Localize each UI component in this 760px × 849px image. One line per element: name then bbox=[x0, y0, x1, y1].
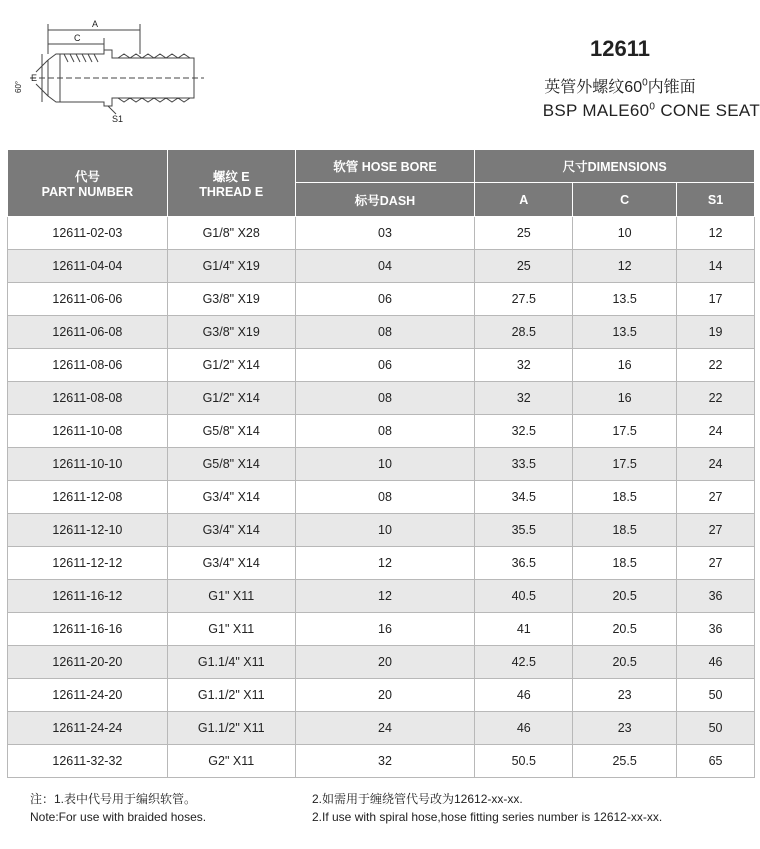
title-cn-prefix: 英管外螺纹60 bbox=[544, 79, 643, 96]
dim-s1-label: S1 bbox=[112, 114, 124, 124]
cell-dash: 08 bbox=[295, 382, 475, 415]
cell-part: 12611-16-12 bbox=[8, 580, 168, 613]
cell-thread: G5/8" X14 bbox=[167, 448, 295, 481]
table-row bbox=[8, 514, 755, 547]
header-part-cn: 代号 bbox=[74, 170, 100, 184]
cell-s1: 24 bbox=[677, 415, 755, 448]
cell-a: 25 bbox=[475, 250, 573, 283]
cell-thread: G1.1/4" X11 bbox=[167, 646, 295, 679]
cell-thread: G3/4" X14 bbox=[167, 547, 295, 580]
cell-dash: 03 bbox=[295, 217, 475, 250]
cell-thread: G3/4" X14 bbox=[167, 481, 295, 514]
cell-part: 12611-08-08 bbox=[8, 382, 168, 415]
cell-dash: 16 bbox=[295, 613, 475, 646]
cell-s1: 22 bbox=[677, 349, 755, 382]
cell-dash: 08 bbox=[295, 415, 475, 448]
cell-a: 35.5 bbox=[475, 514, 573, 547]
cell-s1: 50 bbox=[677, 712, 755, 745]
table-row bbox=[8, 283, 755, 316]
cell-a: 46 bbox=[475, 679, 573, 712]
cell-a: 32 bbox=[475, 349, 573, 382]
cell-c: 18.5 bbox=[573, 481, 677, 514]
cell-c: 20.5 bbox=[573, 613, 677, 646]
cell-part: 12611-08-06 bbox=[8, 349, 168, 382]
cell-c: 17.5 bbox=[573, 415, 677, 448]
title-english bbox=[470, 101, 760, 121]
cell-thread: G3/8" X19 bbox=[167, 316, 295, 349]
cell-a: 41 bbox=[475, 613, 573, 646]
cell-c: 16 bbox=[573, 349, 677, 382]
cell-thread: G1/2" X14 bbox=[167, 382, 295, 415]
header-s1: S1 bbox=[677, 183, 755, 217]
cell-a: 42.5 bbox=[475, 646, 573, 679]
cell-part: 12611-32-32 bbox=[8, 745, 168, 778]
cell-part: 12611-12-12 bbox=[8, 547, 168, 580]
cell-s1: 36 bbox=[677, 613, 755, 646]
cell-c: 13.5 bbox=[573, 316, 677, 349]
cell-a: 36.5 bbox=[475, 547, 573, 580]
table-row bbox=[8, 382, 755, 415]
dim-c-label: C bbox=[74, 33, 81, 43]
cell-dash: 08 bbox=[295, 481, 475, 514]
header-dash: 标号DASH bbox=[295, 183, 475, 217]
header-thread-cn: 螺纹 E bbox=[212, 170, 250, 184]
cell-s1: 17 bbox=[677, 283, 755, 316]
cell-part: 12611-24-24 bbox=[8, 712, 168, 745]
cell-c: 18.5 bbox=[573, 547, 677, 580]
cell-dash: 10 bbox=[295, 448, 475, 481]
cell-a: 34.5 bbox=[475, 481, 573, 514]
cell-s1: 12 bbox=[677, 217, 755, 250]
cell-thread: G1" X11 bbox=[167, 613, 295, 646]
cell-thread: G1/8" X28 bbox=[167, 217, 295, 250]
cell-thread: G5/8" X14 bbox=[167, 415, 295, 448]
cell-dash: 10 bbox=[295, 514, 475, 547]
table-row bbox=[8, 217, 755, 250]
cell-c: 20.5 bbox=[573, 580, 677, 613]
note1-cn: 注：1.表中代号用于编织软管。 bbox=[30, 792, 197, 806]
cell-part: 12611-04-04 bbox=[8, 250, 168, 283]
note1-en: Note:For use with braided hoses. bbox=[30, 810, 207, 824]
spec-table bbox=[7, 149, 755, 778]
cell-thread: G3/8" X19 bbox=[167, 283, 295, 316]
header-part-number bbox=[8, 150, 168, 217]
cell-thread: G1/2" X14 bbox=[167, 349, 295, 382]
title-en-suffix: CONE SEAT bbox=[655, 101, 760, 120]
header-thread-en: THREAD E bbox=[199, 185, 264, 199]
table-row bbox=[8, 349, 755, 382]
cell-dash: 20 bbox=[295, 646, 475, 679]
header-thread bbox=[167, 150, 295, 217]
table-row bbox=[8, 250, 755, 283]
cell-c: 12 bbox=[573, 250, 677, 283]
cell-part: 12611-06-06 bbox=[8, 283, 168, 316]
cell-s1: 27 bbox=[677, 547, 755, 580]
cell-s1: 27 bbox=[677, 481, 755, 514]
note2-cn: 2.如需用于缠绕管代号改为12612-xx-xx. bbox=[312, 792, 523, 806]
cell-dash: 08 bbox=[295, 316, 475, 349]
dim-e-label: E bbox=[31, 73, 38, 83]
part-series-number: 12611 bbox=[590, 36, 650, 61]
header-c: C bbox=[573, 183, 677, 217]
cell-part: 12611-10-08 bbox=[8, 415, 168, 448]
cell-dash: 20 bbox=[295, 679, 475, 712]
cell-a: 50.5 bbox=[475, 745, 573, 778]
cell-part: 12611-16-16 bbox=[8, 613, 168, 646]
header-part-en: PART NUMBER bbox=[41, 185, 134, 199]
cell-a: 40.5 bbox=[475, 580, 573, 613]
table-row bbox=[8, 481, 755, 514]
cell-a: 32 bbox=[475, 382, 573, 415]
cell-part: 12611-06-08 bbox=[8, 316, 168, 349]
cell-s1: 22 bbox=[677, 382, 755, 415]
cell-s1: 46 bbox=[677, 646, 755, 679]
cell-a: 27.5 bbox=[475, 283, 573, 316]
cell-s1: 36 bbox=[677, 580, 755, 613]
cell-part: 12611-02-03 bbox=[8, 217, 168, 250]
cell-dash: 12 bbox=[295, 547, 475, 580]
cell-c: 17.5 bbox=[573, 448, 677, 481]
cell-c: 16 bbox=[573, 382, 677, 415]
title-en-degree: 0 bbox=[649, 101, 656, 113]
cell-s1: 65 bbox=[677, 745, 755, 778]
cell-dash: 06 bbox=[295, 349, 475, 382]
cell-a: 46 bbox=[475, 712, 573, 745]
cell-a: 25 bbox=[475, 217, 573, 250]
fitting-drawing bbox=[4, 14, 214, 126]
table-row bbox=[8, 580, 755, 613]
table-row bbox=[8, 745, 755, 778]
cell-part: 12611-12-10 bbox=[8, 514, 168, 547]
cell-c: 20.5 bbox=[573, 646, 677, 679]
title-en-prefix: BSP MALE60 bbox=[542, 101, 650, 120]
table-row bbox=[8, 646, 755, 679]
header-dimensions: 尺寸DIMENSIONS bbox=[475, 150, 755, 183]
table-row bbox=[8, 448, 755, 481]
cell-dash: 32 bbox=[295, 745, 475, 778]
cell-thread: G1" X11 bbox=[167, 580, 295, 613]
cell-c: 10 bbox=[573, 217, 677, 250]
cell-dash: 04 bbox=[295, 250, 475, 283]
cell-dash: 24 bbox=[295, 712, 475, 745]
table-row bbox=[8, 547, 755, 580]
cell-c: 18.5 bbox=[573, 514, 677, 547]
cell-s1: 24 bbox=[677, 448, 755, 481]
cell-thread: G2" X11 bbox=[167, 745, 295, 778]
table-row bbox=[8, 712, 755, 745]
cell-s1: 50 bbox=[677, 679, 755, 712]
cell-thread: G3/4" X14 bbox=[167, 514, 295, 547]
cell-c: 23 bbox=[573, 712, 677, 745]
cell-a: 33.5 bbox=[475, 448, 573, 481]
angle-label: 60° bbox=[14, 80, 23, 93]
title-chinese bbox=[500, 74, 740, 97]
cell-s1: 14 bbox=[677, 250, 755, 283]
cell-a: 28.5 bbox=[475, 316, 573, 349]
cell-c: 23 bbox=[573, 679, 677, 712]
cell-c: 25.5 bbox=[573, 745, 677, 778]
cell-dash: 12 bbox=[295, 580, 475, 613]
table-row bbox=[8, 613, 755, 646]
note2-en: 2.If use with spiral hose,hose fitting series number is 12612-xx-xx. bbox=[312, 810, 663, 824]
cell-thread: G1.1/2" X11 bbox=[167, 712, 295, 745]
cell-dash: 06 bbox=[295, 283, 475, 316]
cell-part: 12611-10-10 bbox=[8, 448, 168, 481]
header-a: A bbox=[475, 183, 573, 217]
cell-a: 32.5 bbox=[475, 415, 573, 448]
table-row bbox=[8, 316, 755, 349]
cell-part: 12611-20-20 bbox=[8, 646, 168, 679]
cell-thread: G1/4" X19 bbox=[167, 250, 295, 283]
cell-part: 12611-12-08 bbox=[8, 481, 168, 514]
cell-s1: 27 bbox=[677, 514, 755, 547]
table-row bbox=[8, 415, 755, 448]
cell-c: 13.5 bbox=[573, 283, 677, 316]
title-cn-degree: 0 bbox=[642, 77, 648, 89]
cell-thread: G1.1/2" X11 bbox=[167, 679, 295, 712]
dim-a-label: A bbox=[92, 19, 99, 29]
header-hose-bore: 软管 HOSE BORE bbox=[295, 150, 475, 183]
title-cn-suffix: 内锥面 bbox=[647, 79, 696, 96]
cell-part: 12611-24-20 bbox=[8, 679, 168, 712]
cell-s1: 19 bbox=[677, 316, 755, 349]
table-row bbox=[8, 679, 755, 712]
